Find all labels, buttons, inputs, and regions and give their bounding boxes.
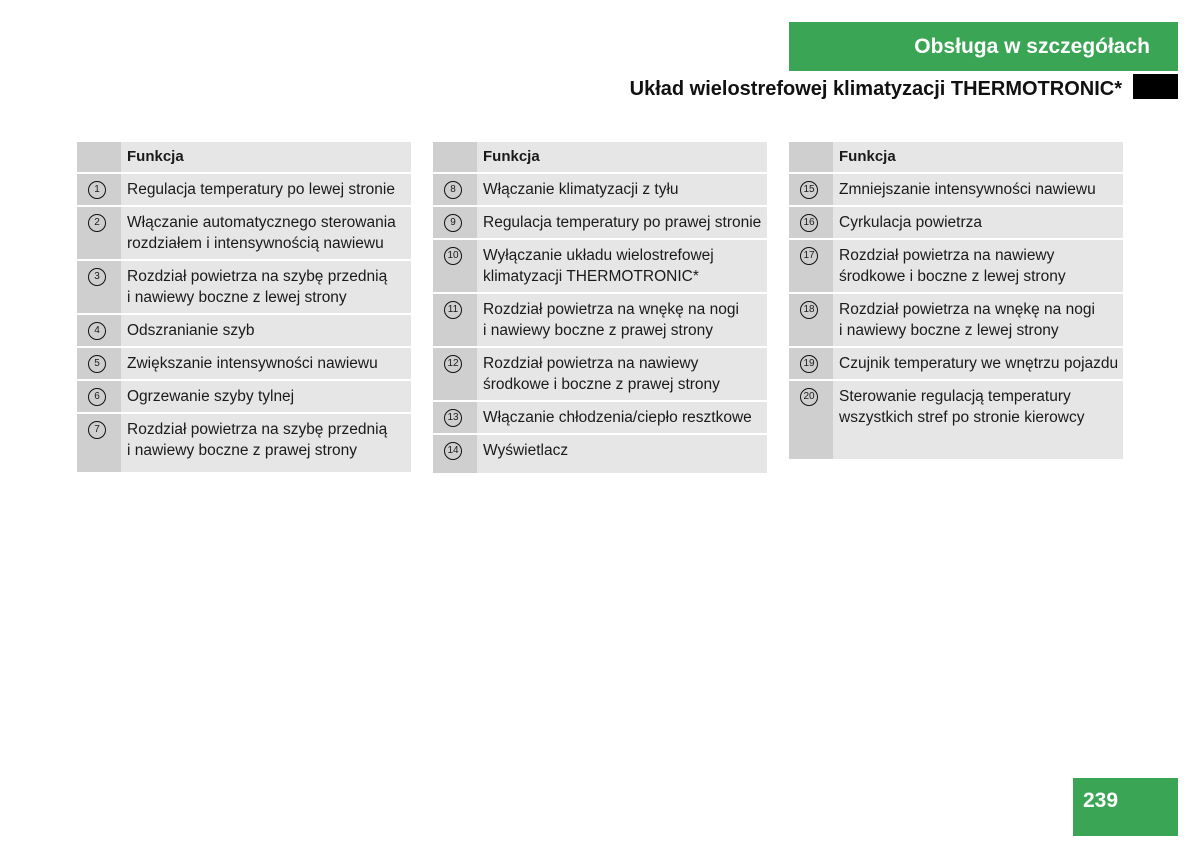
table-row (433, 402, 767, 433)
circled-number: 4 (88, 322, 106, 340)
table-header (77, 142, 411, 172)
function-description: Odszranianie szyb (121, 315, 411, 346)
column-header-funkcja: Funkcja (833, 142, 1123, 172)
row-number-cell (77, 381, 121, 412)
function-table-2 (433, 142, 767, 475)
row-number-cell (789, 294, 833, 346)
table-row (77, 414, 411, 472)
row-number-cell (789, 207, 833, 238)
function-description: Włączanie klimatyzacji z tyłu (477, 174, 767, 205)
circled-number: 16 (800, 214, 818, 232)
table-row (789, 294, 1123, 346)
table-row (433, 240, 767, 292)
table-row (789, 240, 1123, 292)
function-description: Rozdział powietrza na wnękę na nogi i nawiewy boczne z prawej strony (477, 294, 767, 346)
row-number-cell (77, 414, 121, 472)
function-description: Regulacja temperatury po prawej stronie (477, 207, 767, 238)
row-number-cell (433, 348, 477, 400)
circled-number: 8 (444, 181, 462, 199)
row-number-cell (433, 174, 477, 205)
function-description: Wyświetlacz (477, 435, 767, 473)
row-number-cell (789, 381, 833, 459)
circled-number: 17 (800, 247, 818, 265)
table-row (77, 207, 411, 259)
header-number-cell (77, 142, 121, 172)
circled-number: 3 (88, 268, 106, 286)
circled-number: 12 (444, 355, 462, 373)
circled-number: 18 (800, 301, 818, 319)
row-number-cell (77, 207, 121, 259)
table-row (789, 207, 1123, 238)
table-header (433, 142, 767, 172)
row-number-cell (433, 207, 477, 238)
table-row (433, 294, 767, 346)
section-header-tab: Obsługa w szczegółach (789, 22, 1178, 71)
circled-number: 2 (88, 214, 106, 232)
column-header-funkcja: Funkcja (477, 142, 767, 172)
header-number-cell (789, 142, 833, 172)
function-description: Rozdział powietrza na szybę przednią i nawiewy boczne z prawej strony (121, 414, 411, 472)
circled-number: 10 (444, 247, 462, 265)
table-row (433, 207, 767, 238)
table-row (77, 315, 411, 346)
row-number-cell (77, 315, 121, 346)
column-header-funkcja: Funkcja (121, 142, 411, 172)
table-row (789, 381, 1123, 459)
circled-number: 7 (88, 421, 106, 439)
function-description: Cyrkulacja powietrza (833, 207, 1123, 238)
function-description: Włączanie chłodzenia/ciepło resztkowe (477, 402, 767, 433)
header-marker-bar (1133, 74, 1178, 99)
row-number-cell (77, 174, 121, 205)
function-description: Włączanie automatycznego sterowania rozdziałem i intensywnością nawiewu (121, 207, 411, 259)
row-number-cell (433, 435, 477, 473)
function-table-1 (77, 142, 411, 474)
row-number-cell (433, 240, 477, 292)
table-row (433, 348, 767, 400)
table-row (77, 174, 411, 205)
function-table-3 (789, 142, 1123, 461)
row-number-cell (433, 402, 477, 433)
function-description: Regulacja temperatury po lewej stronie (121, 174, 411, 205)
function-description: Zwiększanie intensywności nawiewu (121, 348, 411, 379)
table-row (789, 174, 1123, 205)
row-number-cell (433, 294, 477, 346)
page-subtitle: Układ wielostrefowej klimatyzacji THERMOTRONIC* (629, 78, 1122, 100)
circled-number: 1 (88, 181, 106, 199)
table-row (789, 348, 1123, 379)
circled-number: 19 (800, 355, 818, 373)
function-description: Ogrzewanie szyby tylnej (121, 381, 411, 412)
circled-number: 11 (444, 301, 462, 319)
row-number-cell (789, 348, 833, 379)
function-description: Rozdział powietrza na szybę przednią i nawiewy boczne z lewej strony (121, 261, 411, 313)
function-description: Zmniejszanie intensywności nawiewu (833, 174, 1123, 205)
row-number-cell (789, 174, 833, 205)
function-description: Rozdział powietrza na nawiewy środkowe i boczne z prawej strony (477, 348, 767, 400)
page-number: 239 (1073, 778, 1178, 836)
circled-number: 20 (800, 388, 818, 406)
table-row (433, 174, 767, 205)
row-number-cell (77, 348, 121, 379)
header-number-cell (433, 142, 477, 172)
table-row (77, 348, 411, 379)
table-header (789, 142, 1123, 172)
circled-number: 6 (88, 388, 106, 406)
table-row (77, 381, 411, 412)
circled-number: 14 (444, 442, 462, 460)
function-description: Wyłączanie układu wielostrefowej klimatyzacji THERMOTRONIC* (477, 240, 767, 292)
function-description: Sterowanie regulacją temperatury wszystkich stref po stronie kierowcy (833, 381, 1123, 459)
table-row (433, 435, 767, 473)
row-number-cell (77, 261, 121, 313)
function-description: Rozdział powietrza na wnękę na nogi i nawiewy boczne z lewej strony (833, 294, 1123, 346)
function-description: Czujnik temperatury we wnętrzu pojazdu (833, 348, 1123, 379)
table-row (77, 261, 411, 313)
circled-number: 5 (88, 355, 106, 373)
circled-number: 15 (800, 181, 818, 199)
function-description: Rozdział powietrza na nawiewy środkowe i boczne z lewej strony (833, 240, 1123, 292)
row-number-cell (789, 240, 833, 292)
circled-number: 13 (444, 409, 462, 427)
circled-number: 9 (444, 214, 462, 232)
